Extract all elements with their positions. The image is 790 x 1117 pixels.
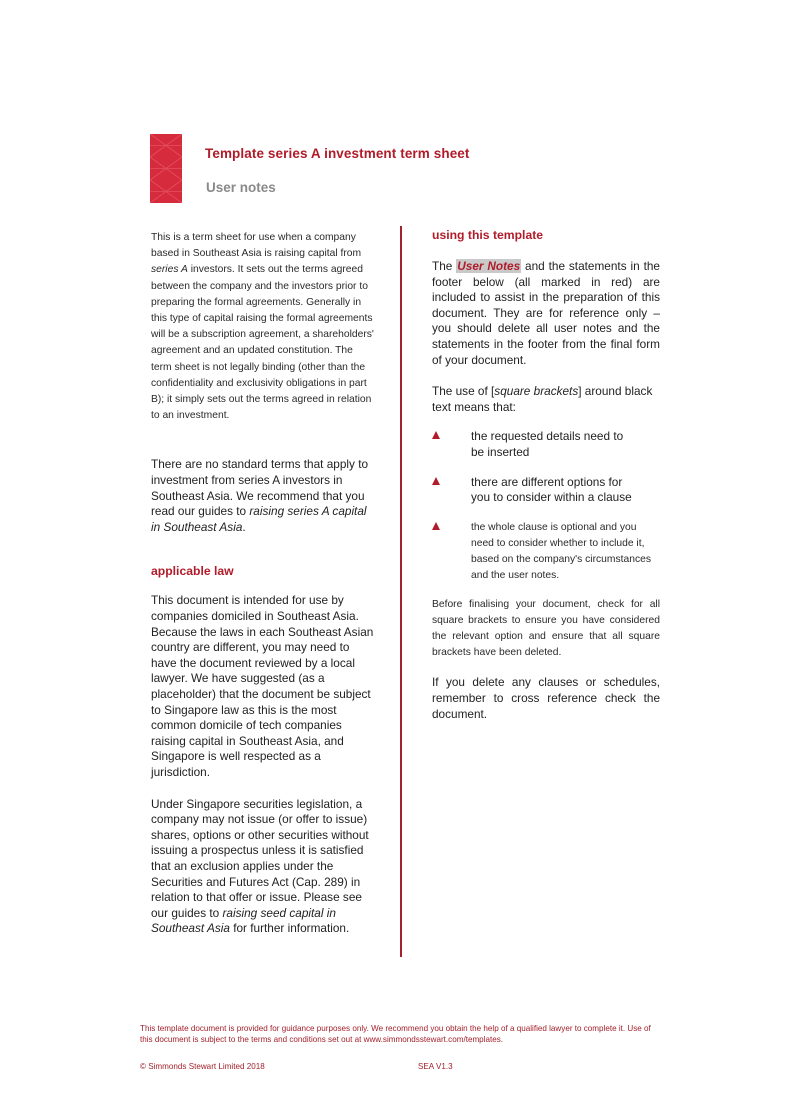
seed-guide-italic: raising seed capital in Southeast Asia (151, 905, 336, 936)
brackets-text: The use of [ (432, 384, 495, 399)
no-standard-text-end: . (242, 519, 246, 534)
securities-text-end: for further information. (229, 921, 350, 936)
left-column (151, 230, 376, 937)
user-notes-paragraph (432, 259, 660, 368)
guide-reference-italic: raising series A capital in Southeast Asia (151, 504, 367, 534)
right-column (432, 228, 660, 722)
bullet-item (432, 520, 660, 585)
intro-text: This is a term sheet for use when a company based in Southeast Asia is raising capital from (151, 232, 362, 260)
user-notes-text: The (432, 259, 457, 273)
applicable-law-paragraph: This document is intended for use by companies domiciled in Southeast Asia. Because the laws in each Southeast Asian country are different, you may need to have the document reviewed by a local lawyer. We have suggested (as a placeholder) that the document be subject to Singapore law as this is the most common domicile of tech companies raising capital in Southeast Asia, and Singapore is well respected as a jurisdiction. (151, 593, 374, 779)
bullet-item (432, 429, 660, 460)
brackets-text-end: ] around black text means that: (432, 384, 653, 414)
securities-text: Under Singapore securities legislation, a company may not issue (or offer to issue) shares, options or other securities without issuing a prospectus unless it is satisfied that an exclusion applies under the Securities and Futures Act (Cap. 289) in relation to that offer or issue. Please see our guides to (151, 796, 369, 920)
triangle-bullet-icon (432, 522, 440, 530)
applicable-law-heading: applicable law (151, 564, 234, 579)
bullet-item (432, 475, 660, 506)
bullet-text: the whole clause is optional and you need to consider whether to include it, based on the company's circumstances and the user notes. (471, 521, 651, 582)
triangle-bullet-icon (432, 431, 440, 439)
column-divider (400, 226, 402, 957)
intro-paragraph (151, 230, 376, 424)
footer-copyright: © Simmonds Stewart Limited 2018 (140, 1062, 265, 1071)
before-finalising-paragraph: Before finalising your document, check for all square brackets to ensure you have considered the relevant option and ensure that all square brackets have been deleted. (432, 598, 660, 659)
square-brackets-paragraph (432, 384, 660, 415)
document-subtitle: User notes (206, 180, 276, 195)
securities-legislation-paragraph (151, 797, 376, 937)
no-standard-text: There are no standard terms that apply to investment from series A investors in Southeast Asia. We recommend that you read our guides to (151, 457, 369, 519)
intro-text-cont: investors. It sets out the terms agreed between the company and the investors prior to preparing the formal agreements. Generally in this type of capital raising the formal agreements will be a subscription agreement, a shareholders' agreement and an updated constitution. The term sheet is not legally binding (other than the confidentiality and exclusivity obligations in part B); it simply sets out the terms agreed in relation to an investment. (151, 264, 374, 422)
user-notes-text-cont: and the statements in the footer below (all marked in red) are included to assist in the preparation of this document. They are for reference only – you should delete all user notes and the statements in the footer from the final form of your document. (432, 259, 660, 367)
brackets-italic: square brackets (494, 384, 579, 399)
bullet-text: the requested details need to be inserted (471, 429, 624, 459)
footer-disclaimer: This template document is provided for guidance purposes only. We recommend you obtain the help of a qualified lawyer to complete it. Use of this document is subject to the terms and conditions set out at www.simmondsstewart.com/templates. (140, 1024, 651, 1044)
intro-italic: series A (151, 264, 188, 276)
logo-pattern-icon (150, 134, 182, 203)
delete-clauses-paragraph: If you delete any clauses or schedules, remember to cross reference check the document. (432, 675, 660, 721)
document-title: Template series A investment term sheet (205, 146, 470, 161)
no-standard-terms-paragraph (151, 457, 376, 535)
footer-version: SEA V1.3 (418, 1062, 453, 1071)
user-notes-highlight: User Notes (457, 259, 521, 273)
using-template-heading: using this template (432, 228, 544, 242)
triangle-bullet-icon (432, 477, 440, 485)
bullet-text: there are different options for you to consider within a clause (471, 474, 632, 505)
